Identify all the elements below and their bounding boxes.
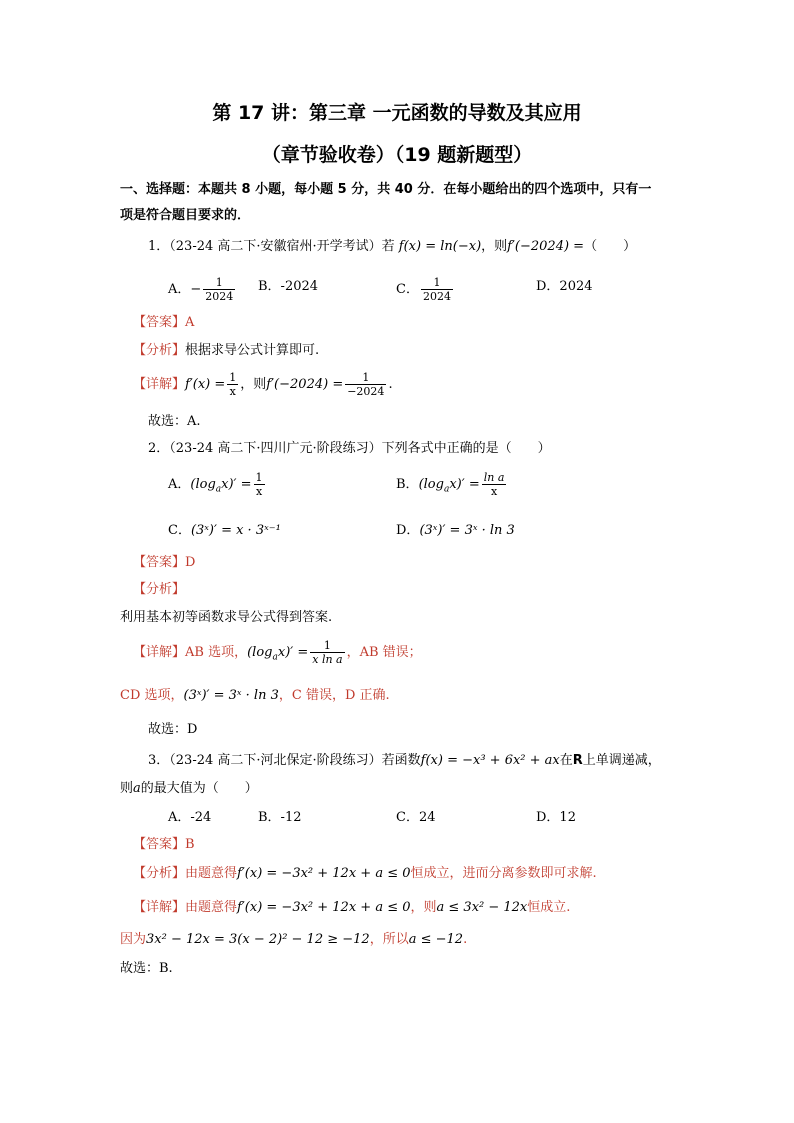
q2-option-d-label: D． <box>396 523 420 538</box>
analysis-label: 【分析】 <box>133 343 186 358</box>
q3-detail-expr: f′(x) = −3x² + 12x + a ≤ 0 <box>237 900 411 915</box>
q3-detail-prefix: 由题意得 <box>185 900 238 915</box>
q3-analysis-expr: f′(x) = −3x² + 12x + a ≤ 0 <box>237 866 411 881</box>
q2-analysis-label <box>133 581 185 599</box>
q2-conclusion: 故选：D <box>148 722 198 737</box>
q1-option-a-fraction <box>203 276 235 303</box>
q2-option-a-sub: a <box>215 484 222 495</box>
q2-option-c-label: C． <box>168 523 191 538</box>
q2-option-b-num: ln a <box>483 471 505 484</box>
answer-label: 【答案】 <box>133 555 186 570</box>
q1-option-a <box>168 276 237 303</box>
q2-option-a-expr: (log <box>190 477 216 492</box>
q3-real-set: R <box>572 753 583 768</box>
q2-analysis-text: 利用基本初等函数求导公式得到答案. <box>120 610 333 625</box>
q2-detail-sub: a <box>272 652 278 663</box>
q2-option-a <box>168 470 267 505</box>
answer-label: 【答案】 <box>133 837 186 852</box>
q1-detail-den2: −2024 <box>347 385 385 398</box>
q3-because-expr: 3x² − 12x = 3(x − 2)² − 12 ≥ −12 <box>146 932 370 947</box>
q2-option-a-den: x <box>254 484 265 498</box>
q3-function: f(x) = −x³ + 6x² + ax <box>420 753 560 768</box>
q1-derivative: f′(−2024) = <box>507 239 585 254</box>
q2-detail-prefix: AB 选项， <box>185 645 248 660</box>
q2-stem: 2．（23-24 高二下·四川广元·阶段练习）下列各式中正确的是（ ） <box>148 441 551 456</box>
q1-option-b: B．-2024 <box>258 279 319 294</box>
q2-detail-num: 1 <box>323 639 331 652</box>
q3-stem-mid: 在 <box>559 753 573 768</box>
q3-option-c: C．24 <box>396 810 436 825</box>
q3-detail-mid: ，则 <box>410 900 437 915</box>
q1-stem-mid: ，则 <box>481 239 508 254</box>
q1-answer-value: A <box>185 315 195 330</box>
q2-option-b-expr2: x)′ = <box>449 477 480 492</box>
q2-detail-line2-suffix: ，C 错误，D 正确. <box>278 688 390 703</box>
q2-detail-line2-expr: (3ˣ)′ = 3ˣ · ln 3 <box>183 688 279 703</box>
q3-answer <box>133 836 195 854</box>
q1-detail-mid: ，则 <box>240 377 267 392</box>
analysis-label: 【分析】 <box>133 866 186 881</box>
q3-because-mid: ，所以 <box>369 932 409 947</box>
q2-detail-expr: (log <box>247 645 273 660</box>
q1-detail <box>133 370 393 400</box>
section-heading-line1: 一、选择题：本题共 8 小题，每小题 5 分，共 40 分．在每小题给出的四个选项中，只有一 <box>120 182 652 197</box>
detail-label: 【详解】 <box>133 900 186 915</box>
q3-variable: a <box>133 781 141 796</box>
q2-detail-den: x ln a <box>312 653 343 666</box>
q2-option-b-den: x <box>482 484 507 498</box>
q3-analysis <box>133 865 597 883</box>
q2-answer <box>133 554 195 572</box>
q1-stem <box>148 238 636 256</box>
q1-detail-fraction2 <box>345 371 386 398</box>
q3-option-a: A．-24 <box>168 810 212 825</box>
detail-label: 【详解】 <box>133 645 186 660</box>
q1-option-c-label: C． <box>396 282 419 297</box>
q3-detail-suffix: 恒成立. <box>527 900 571 915</box>
q3-conclusion: 故选：B. <box>120 961 173 976</box>
q2-detail-expr2: x)′ = <box>277 645 309 660</box>
section-heading-line2: 项是符合题目要求的． <box>120 208 251 223</box>
q1-option-c <box>396 276 455 303</box>
q3-stem-text: 3．（23-24 高二下·河北保定·阶段练习）若函数 <box>148 753 421 768</box>
q1-detail-end: . <box>388 377 393 392</box>
q1-detail-den1: x <box>227 384 238 398</box>
q3-because <box>120 931 467 949</box>
q2-detail <box>133 638 422 673</box>
q2-option-c-expr: (3ˣ)′ = x · 3ˣ⁻¹ <box>190 523 281 538</box>
q3-stem <box>148 752 661 770</box>
q2-option-b-fraction <box>482 471 507 498</box>
q1-detail-expr: f′(x) = <box>185 377 226 392</box>
q2-detail-line2-prefix: CD 选项， <box>120 688 184 703</box>
q3-option-b: B．-12 <box>258 810 302 825</box>
q3-detail-expr2: a ≤ 3x² − 12x <box>436 900 528 915</box>
q1-conclusion: 故选：A. <box>148 414 201 429</box>
q1-function: f(x) = ln(−x) <box>398 239 482 254</box>
q1-option-c-num: 1 <box>433 276 441 289</box>
q1-detail-num2: 1 <box>362 371 370 384</box>
page-subtitle: （章节验收卷）（19 题新题型） <box>261 144 533 166</box>
q1-stem-blank: （ ） <box>584 239 637 254</box>
q1-option-c-den: 2024 <box>422 290 451 303</box>
q1-option-d: D．2024 <box>536 279 593 294</box>
q3-stem-line2 <box>120 780 258 798</box>
analysis-label: 【分析】 <box>133 582 186 597</box>
q2-option-a-fraction <box>254 471 265 498</box>
q1-option-a-label: A．− <box>168 282 202 297</box>
q1-analysis-text: 根据求导公式计算即可. <box>185 343 320 358</box>
q1-answer <box>133 314 194 332</box>
q2-detail-suffix: ，AB 错误； <box>346 645 422 660</box>
q1-option-c-fraction <box>421 276 453 303</box>
q3-stem-line2-prefix: 则 <box>120 781 134 796</box>
q1-analysis <box>133 342 319 360</box>
q2-detail-line2 <box>120 687 390 705</box>
q3-because-expr2: a ≤ −12 <box>408 932 464 947</box>
q2-option-b <box>396 470 508 505</box>
q1-detail-expr2: f′(−2024) = <box>266 377 344 392</box>
q1-option-a-num: 1 <box>215 276 223 289</box>
q3-option-d: D．12 <box>536 810 576 825</box>
q3-because-end: . <box>463 932 468 947</box>
answer-label: 【答案】 <box>133 315 186 330</box>
q2-option-b-sub: a <box>443 484 450 495</box>
q1-option-a-den: 2024 <box>205 290 234 303</box>
detail-label: 【详解】 <box>133 377 186 392</box>
q2-option-d <box>396 522 515 540</box>
q3-analysis-prefix: 由题意得 <box>185 866 238 881</box>
q1-detail-num1: 1 <box>229 371 237 384</box>
q1-stem-text: 1．（23-24 高二下·安徽宿州·开学考试）若 <box>148 239 395 254</box>
q3-stem-line2-suffix: 的最大值为（ ） <box>140 781 258 796</box>
q2-option-b-label: B． <box>396 477 419 492</box>
q2-option-d-expr: (3ˣ)′ = 3ˣ · ln 3 <box>419 523 515 538</box>
q2-option-a-expr2: x)′ = <box>221 477 252 492</box>
q3-answer-value: B <box>185 837 195 852</box>
q2-option-a-label: A． <box>168 477 191 492</box>
q2-answer-value: D <box>185 555 196 570</box>
q2-detail-fraction <box>310 639 344 666</box>
page-title: 第 17 讲：第三章 一元函数的导数及其应用 <box>212 102 582 124</box>
q2-option-b-expr: (log <box>418 477 444 492</box>
q1-detail-fraction1 <box>227 371 238 398</box>
q3-because-prefix: 因为 <box>120 932 147 947</box>
q2-option-c <box>168 522 281 540</box>
q3-detail <box>133 899 570 917</box>
q3-analysis-suffix: 恒成立，进而分离参数即可求解. <box>410 866 597 881</box>
q2-option-a-num: 1 <box>255 471 263 484</box>
q3-stem-end: 上单调递减， <box>582 753 661 768</box>
